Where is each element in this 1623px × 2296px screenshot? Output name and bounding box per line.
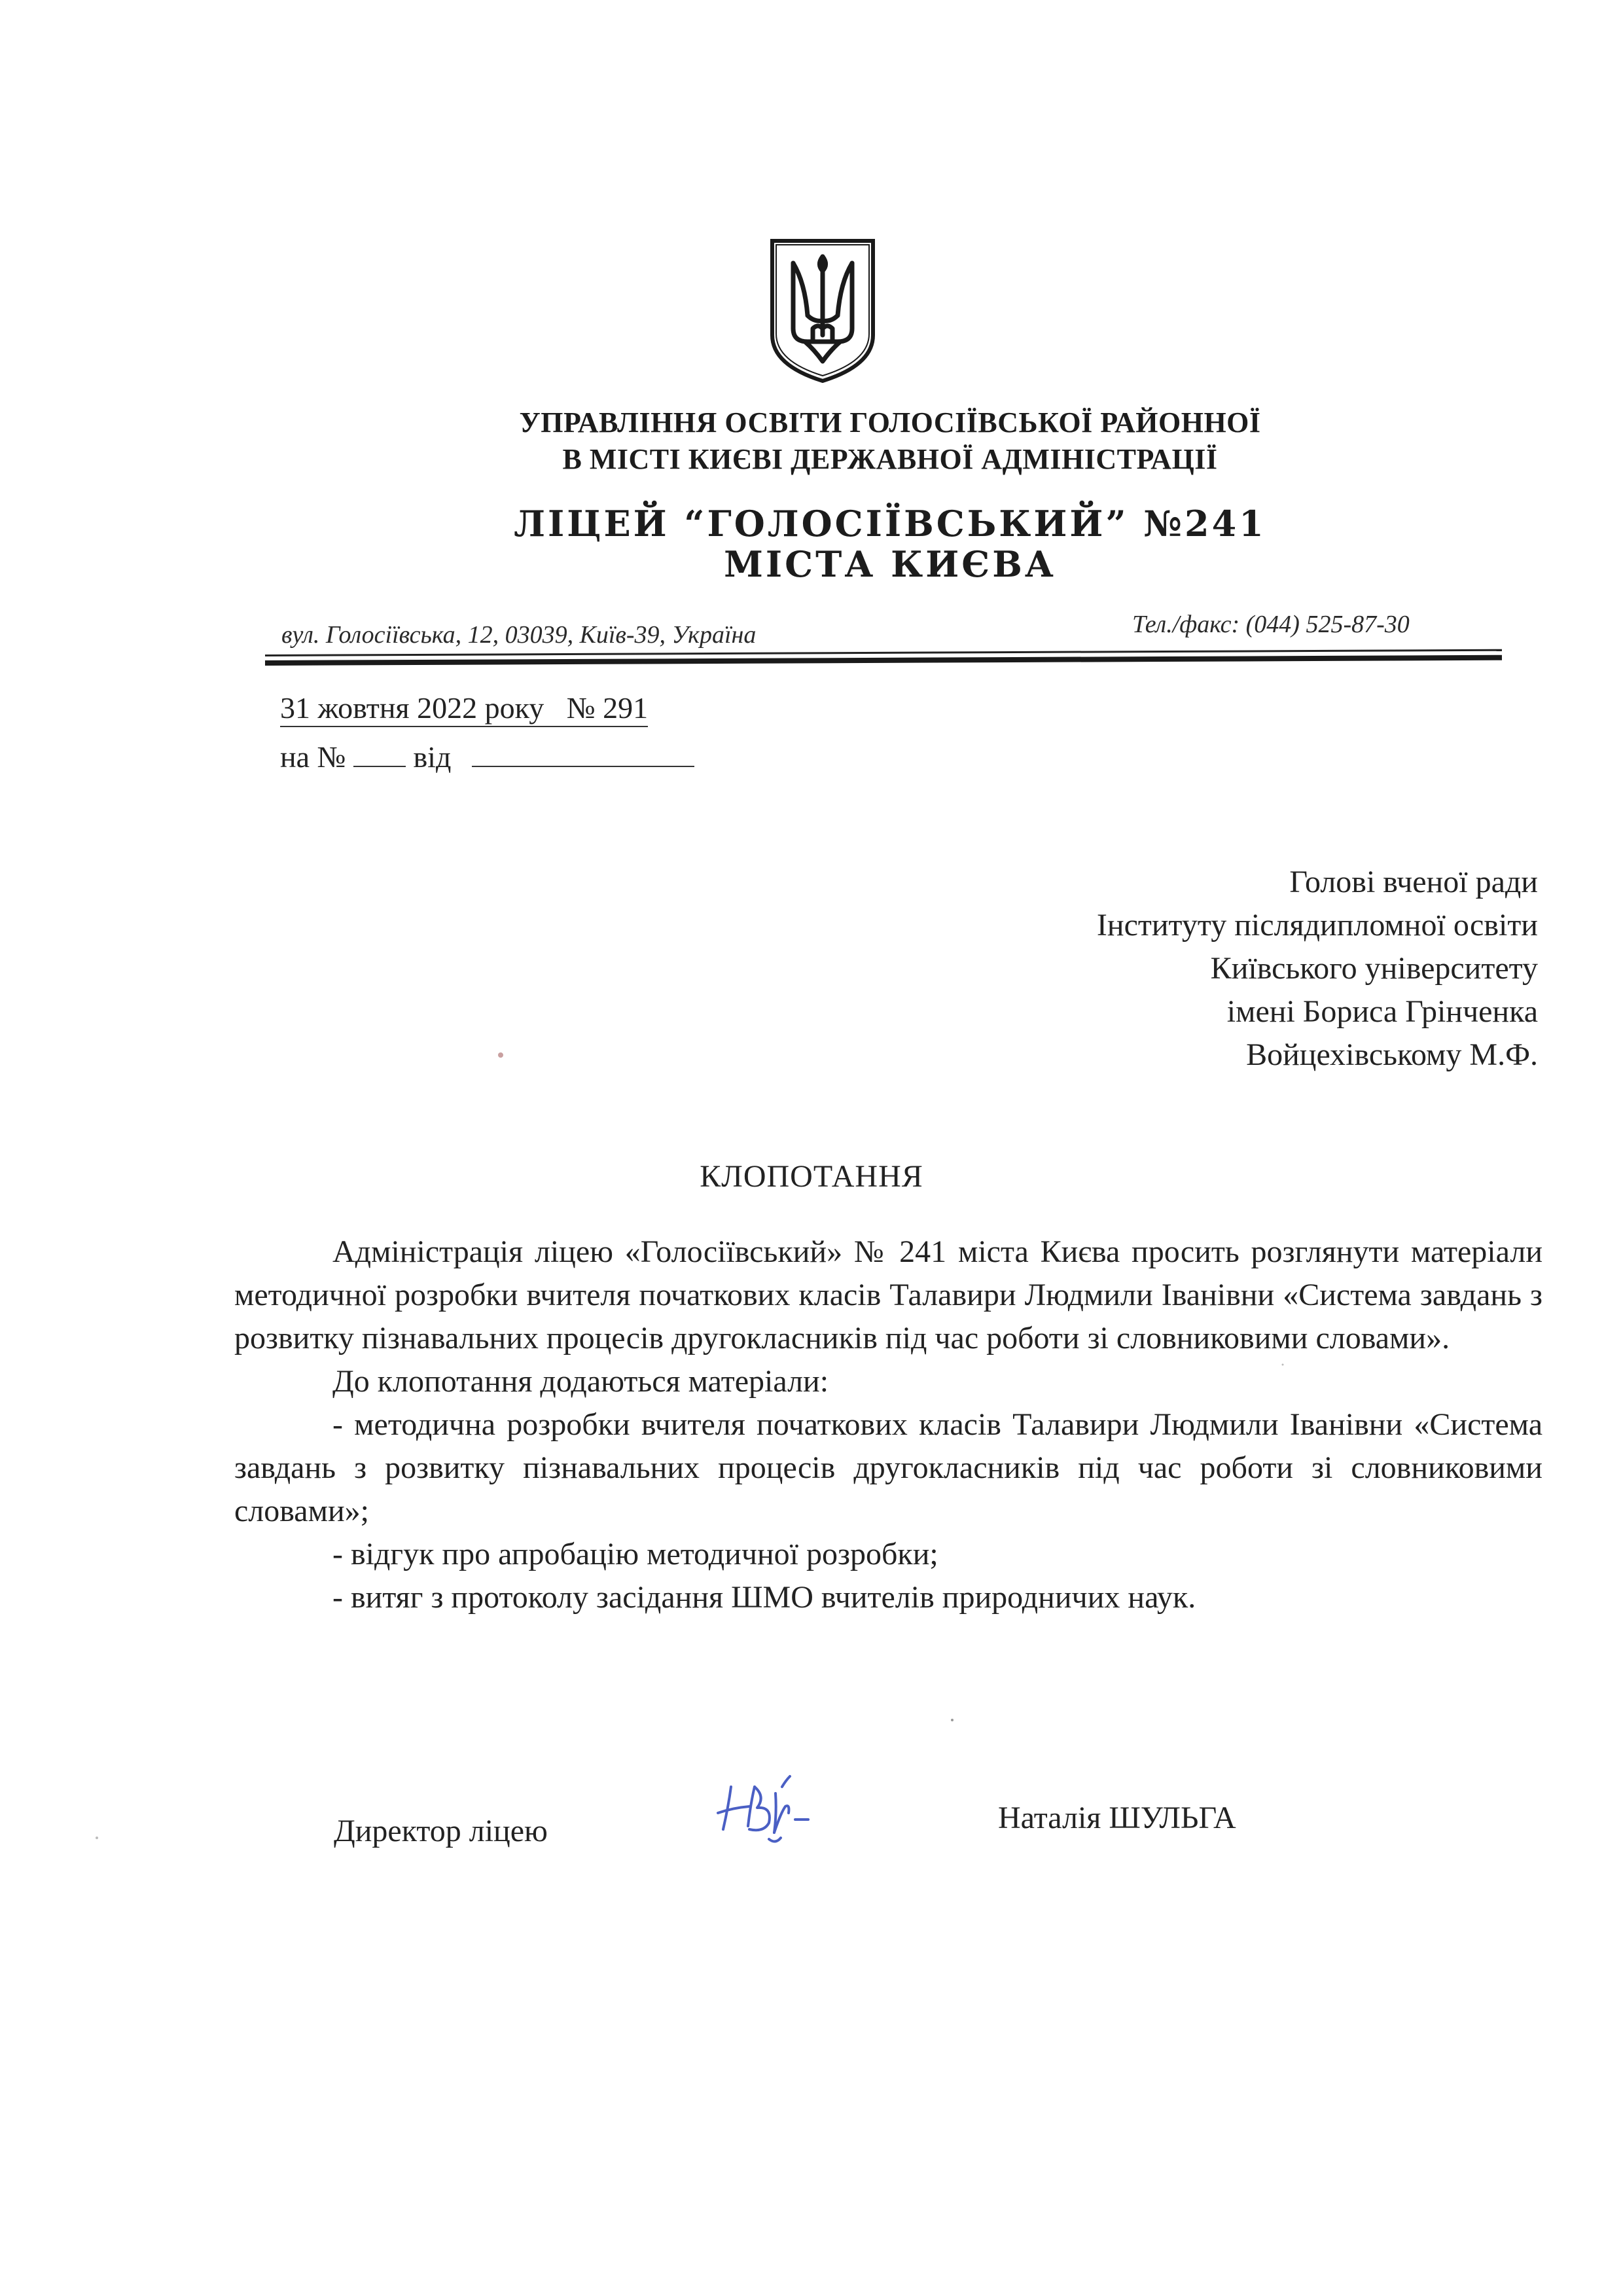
- addressee-block: [1097, 861, 1538, 1077]
- attachment-item: - методична розробки вчителя початкових класів Талавири Людмили Іванівни «Система завдань з розвитку пізнавальних процесів другокласників під час роботи зі словниковими словами»;: [234, 1407, 1543, 1528]
- department-name-line1: УПРАВЛІННЯ ОСВІТИ ГОЛОСІЇВСЬКОЇ РАЙОННОЇ: [519, 406, 1261, 439]
- signatory-role: Директор ліцею: [334, 1814, 548, 1848]
- school-phone: Тел./факс: (044) 525-87-30: [1132, 611, 1410, 638]
- outgoing-date: 31 жовтня 2022 року: [280, 691, 544, 727]
- outgoing-registry-line: [280, 691, 648, 725]
- incoming-reference-line: [280, 740, 694, 774]
- signatory-name: Наталія ШУЛЬГА: [998, 1801, 1236, 1835]
- addressee-line: Войцехівському М.Ф.: [1246, 1037, 1538, 1072]
- header-divider-thick: [265, 655, 1502, 666]
- attachment-item: - витяг з протоколу засідання ШМО вчителів природничих наук.: [332, 1580, 1196, 1615]
- letter-body: [234, 1230, 1543, 1619]
- school-name-line1: ЛІЦЕЙ “ГОЛОСІЇВСЬКИЙ” №241: [514, 503, 1266, 545]
- addressee-line: імені Бориса Грінченка: [1226, 994, 1538, 1029]
- document-title: КЛОПОТАННЯ: [700, 1159, 923, 1194]
- addressee-line: Київського університету: [1210, 951, 1538, 986]
- addressee-line: Інституту післядипломної освіти: [1096, 908, 1538, 942]
- department-name-line2: В МІСТІ КИЄВІ ДЕРЖАВНОЇ АДМІНІСТРАЦІЇ: [562, 443, 1218, 475]
- handwritten-signature: [704, 1767, 861, 1865]
- body-paragraph: Адміністрація ліцею «Голосіївський» № 241 міста Києва просить розглянути матеріали методичної розробки вчителя початкових класів Талавири Людмили Іванівни «Система завдань з розвитку пізнавальних процесів другокласників під час роботи зі словниковими словами».: [234, 1234, 1543, 1355]
- trident-coat-of-arms-icon: [767, 237, 878, 384]
- attachment-item: - відгук про апробацію методичної розробки;: [332, 1537, 938, 1571]
- addressee-line: Голові вченої ради: [1289, 865, 1538, 899]
- reference-number-label: на №: [280, 740, 346, 774]
- reference-number-blank: [353, 740, 406, 767]
- outgoing-number: № 291: [567, 691, 648, 727]
- body-paragraph: До клопотання додаються матеріали:: [332, 1364, 829, 1399]
- school-name-line2: МІСТА КИЄВА: [724, 543, 1056, 585]
- reference-date-blank: [472, 740, 694, 767]
- school-address: вул. Голосіївська, 12, 03039, Київ-39, Україна: [281, 621, 757, 649]
- reference-date-label: від: [413, 740, 452, 774]
